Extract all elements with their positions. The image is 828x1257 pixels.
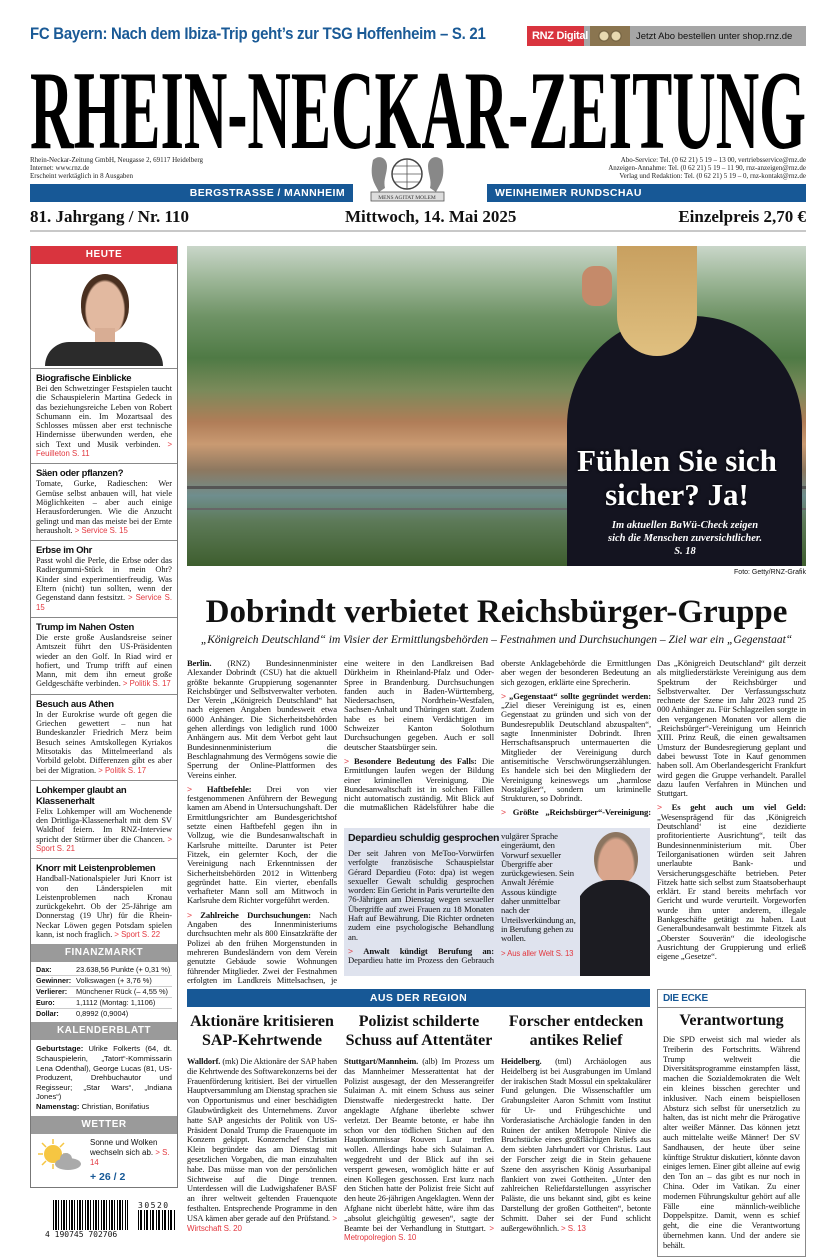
- paragraph-text: (RNZ) Bundesinnenminister Alexander Dobrindt (CSU) hat die aktuell größte bekannte Gruppierung sogenannter Reichsbürger und Selbstverwalter verboten. Der Verein „Königreich Deutschland“ hat nach eigenen Angaben bundesweit etwa 6000 Anhänger. Die Sicherheitsbehörden gehen allerdings von lediglich rund 1000 Anhängern aus. Mit dem Verbot geht laut Bundesinnenministerium die Beschlagnahmung des Vermögens sowie die Sperrung der Online-Plattformen des Vereins einher.: [187, 659, 337, 780]
- dateline: Stuttgart/Mannheim.: [344, 1057, 419, 1066]
- arrow-icon: >: [348, 945, 353, 956]
- top-teaser-link[interactable]: FC Bayern: Nach dem Ibiza-Trip geht’s zur TSG Hoffenheim – S. 21: [30, 24, 486, 43]
- paragraph: [348, 849, 494, 942]
- masthead-text: RHEIN-NECKAR-ZEITUNG: [30, 58, 806, 152]
- region-headline[interactable]: Polizist schilderte Schuss auf Attentäter: [345, 1013, 493, 1049]
- lead-column-4: [657, 659, 806, 985]
- imprint-line: Internet: www.rnz.de: [30, 164, 90, 172]
- paragraph: [501, 692, 651, 804]
- subhead: Haftbefehle:: [206, 783, 252, 794]
- paragraph-text: eine weitere in den Landkreisen Bad Dürkheim in Rheinland-Pfalz und Oder-Spree in Brandenburg. Durchsuchungen fanden auch in Baden-Württemberg, Niedersachsen, Nordrhein-Westfalen, Sachsen-Anhalt und Thüringen statt. Zudem habe es bei einem Verdächtigen im Schweizer Kanton Solothurn Durchsuchungen gegeben. Auch er soll deutscher Staatsbürger sein.: [344, 659, 494, 752]
- paragraph-text: Das „Königreich Deutschland“ gilt derzeit als mitgliederstärkste Vereinigung aus dem Spektrum der Reichsbürger und Selbstverwalter. Der Verfassungsschutz rechnete der Szene im Jahr 2023 rund 25 000 Anhänger zu. Für Schlagzeilen sorgte in den vergangenen Monaten vor allem die „Reichsbürger“-Vereinigung um Heinrich XIII. Prinz Reuß, die einen gewaltsamen Umsturz der Bundesregierung geplant und dabei bewusst Tote in Kauf genommen haben soll. Am Oberlandesgericht Frankfurt wird gegen die Gruppe verhandelt. Parallel dazu laufen Verfahren in München und Stuttgart.: [657, 659, 806, 799]
- teaser-text: Handball-Nationalspieler Juri Knorr ist von den Länderspielen mit Leistenproblemen nach Kronau zurückgekehrt. Ob der 25-Jährige am Donnerstag (19 Uhr) für die Rhein-Neckar Löwen gegen Potsdam spielen kann, ist noch fraglich.: [36, 874, 172, 940]
- cover-photo[interactable]: [187, 246, 806, 566]
- finance-row: [36, 1009, 172, 1019]
- emblem-motto: MENS AGITAT MOLEM: [378, 195, 436, 201]
- photo-headline-line: Fühlen Sie sich: [577, 443, 777, 478]
- arrow-icon: >: [187, 783, 192, 794]
- paragraph: [501, 949, 577, 958]
- subhead: Größte „Reichsbürger“-Vereinigung:: [512, 807, 651, 818]
- teaser-ref-link[interactable]: > Sport S. 21: [36, 834, 172, 853]
- paragraph: [501, 659, 651, 687]
- paragraph: (alb) Im Prozess um das Mannheimer Messerattentat hat der Polizist ausgesagt, der den Messerangreifer Sulaiman A. mit einem Schuss aus seiner Dienstwaffe niedergestreckt hatte. Der angeklagte Afghane überlebte schwer verletzt. Der Beamte betonte, er habe ihn schon vor den tödlichen Stichen auf den Hauptkommissar Rouven Laur treffen wollen. Allerdings habe sich Sulaiman A. weggedreht und der Blick auf ihn sei versperrt gewesen, womöglich hätte er auf einen Kollegen geschossen. Erst kurz nach den Stichen hatte der Polizist freie Sicht auf den heute 26-jährigen Angeklagten. Wenn der Afghane nicht überlebt hätte, wäre ihm das „absolut gleichgültig gewesen“, sagte der Beamte bei der Verhandlung in Stuttgart.: [344, 1057, 494, 1233]
- region-headline[interactable]: Forscher entdecken antikes Relief: [508, 1013, 644, 1049]
- subhead: „Gegenstaat“ sollte gegründet werden:: [509, 690, 651, 701]
- arrow-icon: >: [344, 755, 349, 766]
- teaser-text: Die erste große Auslandsreise seiner Amtszeit führt den US-Präsidenten wieder an den Golf. In Riad wird er hofiert, und Trump trifft auf einen Mann, mit dem ihn erneut große Geldgeschäfte verbinden.: [36, 632, 172, 689]
- masthead-logo: [30, 58, 806, 152]
- finance-table: [31, 962, 177, 1022]
- finance-value: 1,1112 (Montag: 1,1106): [76, 998, 156, 1008]
- photo-subline: Im aktuellen BaWü-Check zeigen sich die Menschen zuversichtlicher. S. 18: [607, 520, 762, 557]
- lead-column-3: [501, 659, 651, 821]
- region-bar: AUS DER REGION: [187, 989, 650, 1007]
- finance-key: Dax:: [36, 965, 52, 975]
- depardieu-column-2: [501, 832, 577, 973]
- weather-text: Sonne und Wolken wechseln sich ab.: [90, 1137, 158, 1157]
- birthday-label: Geburtstage:: [36, 1044, 84, 1054]
- sidebar-teasers: [30, 246, 178, 1188]
- teaser-item[interactable]: [31, 368, 177, 463]
- portrait-photo: [31, 264, 177, 368]
- region-article-body: [344, 1057, 494, 1243]
- finance-row: [36, 976, 172, 987]
- paragraph: [501, 832, 577, 944]
- teaser-title[interactable]: Säen oder pflanzen?: [36, 468, 124, 480]
- sun-cloud-icon: [36, 1138, 82, 1172]
- finance-key: Gewinner:: [36, 976, 72, 986]
- teaser-ref-link[interactable]: > Sport S. 22: [114, 930, 161, 940]
- paragraph-text: vulgärer Sprache eingeräumt, den Vorwurf sexueller Übergriffe aber zurückgewiesen. Sein Anwalt Jérémie Assous kündigte daher unmittelbar nach der Urteilsverkündung an, in Berufung gehen zu wollen.: [501, 832, 576, 944]
- subhead: Zahlreiche Durchsuchungen:: [200, 909, 311, 920]
- teaser-text: In der Eurokrise wurde oft gegen die Griechen gewettert – nun hat Bundeskanzler Friedrich Merz beim Besuch seines Amtskollegen Kyriakos Mitsotakis das Mittelmeerland als Vorbild gelobt. Differenzen gibt es aber bei der Migration.: [36, 709, 172, 775]
- region-ref-link[interactable]: > Metropolregion S. 10: [344, 1223, 494, 1243]
- birthday-text: Ulrike Folkerts (64, dt. Schauspielerin, „Tatort“-Kommissarin Lena Odenthal), George Lucas (81, US-Produzent, Drehbuchautor und Regisseur; „Star Wars“, „Indiana Jones“): [36, 1044, 172, 1102]
- teaser-title[interactable]: Knorr mit Leistenproblemen: [36, 863, 156, 875]
- weather-box: [31, 1134, 177, 1187]
- lead-column-2: [344, 659, 494, 821]
- teaser-title[interactable]: Besuch aus Athen: [36, 698, 114, 710]
- arrow-icon: >: [501, 690, 506, 701]
- paragraph: [657, 659, 806, 798]
- divider: [30, 230, 806, 232]
- imprint-line: Verlag und Redaktion: Tel. (0 62 21) 5 19 – 0, rnz-kontakt@rnz.de: [619, 172, 806, 180]
- paragraph: [344, 659, 494, 752]
- imprint-line: Rhein-Neckar-Zeitung GmbH, Neugasse 2, 69117 Heidelberg: [30, 156, 204, 164]
- teaser-item[interactable]: [31, 858, 177, 944]
- paragraph-text: Die Ermittlungen laufen wegen der Bildung einer kriminellen Vereinigung. Die Bundesanwaltschaft ist in solchen Fällen nicht automatisch zuständig. Mit Blick auf die mutmaßlichen Rädelsführer habe die: [344, 755, 494, 813]
- teaser-item[interactable]: [31, 694, 177, 780]
- paragraph: [501, 808, 651, 817]
- photo-headline: [557, 444, 797, 512]
- teaser-item[interactable]: [31, 780, 177, 858]
- lead-subtitle: „Königreich Deutschland“ im Visier der Ermittlungsbehörden – Festnahmen und Durchsuchungen – Ziel war ein „Gegenstaat“: [200, 634, 793, 646]
- finance-key: Euro:: [36, 998, 55, 1008]
- imprint-line: Anzeigen-Annahme: Tel. (0 62 21) 5 19 – 11 90, rnz-anzeigen@rnz.de: [608, 164, 806, 172]
- arrow-icon: >: [501, 807, 506, 818]
- teaser-text: Tomate, Gurke, Radieschen: Wer Gemüse selbst anbauen will, hat viele Möglichkeiten – aber auch einige Herausforderungen. Wie die Anzucht gelingt und man das meiste bei der Ernte herausholt.: [36, 479, 172, 535]
- paragraph: [187, 659, 337, 780]
- arrow-icon: >: [657, 802, 662, 813]
- photo-headline-line: sicher? Ja!: [605, 477, 749, 512]
- heute-header: HEUTE: [31, 246, 177, 264]
- left-column: [30, 246, 178, 1239]
- depardieu-column-1: [348, 849, 494, 973]
- die-ecke-label: DIE ECKE: [658, 990, 805, 1008]
- ad-text: Jetzt Abo bestellen unter shop.rnz.de: [636, 30, 793, 42]
- nameday-label: Namenstag:: [36, 1101, 80, 1111]
- die-ecke-title[interactable]: Verantwortung: [679, 1012, 784, 1029]
- die-ecke-text: Die SPD erweist sich mal wieder als Treiberin des Fortschritts. Während Trump weltweit die Diversitätsprogramme einstampfen lässt, machen die Sozialdemokraten die Welt ein kleines bisschen gerechter und inklusiver. Nach einem beispiellosen Absturz sich selbst für unersetzlich zu halten, das ist nicht mehr die Prärogative alter weißer Männer. Das können jetzt auch mittelalte weiße Männer! Der SV Sandhausen, der heute über seine künftige Struktur diskutiert, könnte davon einiges lernen. Einer gibt alleine auf ewig den Ton an – das gibt es nur noch in China. Oder im Vatikan. Zu einer modernen Führungskultur gehört auf alle Fälle eine männlich-weibliche Doppelspitze. Damit, wenn es schief geht, die eine die Verantwortung übernehmen kann. Und der andere sie behält.: [663, 1035, 800, 1250]
- owl-glasses-icon: [590, 26, 630, 46]
- teaser-ref-link[interactable]: > Service S. 15: [36, 593, 172, 612]
- die-ecke-box: [657, 989, 806, 1257]
- paragraph-text: Nach Angaben des Innenministeriums durchsuchten mehr als 800 Einsatzkräfte der Polizei ab den frühen Morgenstunden in mehreren Bundesländern von dem Verein genutzte Gebäude sowie Wohnungen führender Mitglieder. Zwei der Festnahmen erfolgten im Landkreis Mittelsachsen, je: [187, 909, 337, 985]
- edition-bar-left: BERGSTRASSE / MANNHEIM: [30, 184, 353, 202]
- depardieu-photo: [580, 826, 650, 976]
- photo-credit: Foto: Getty/RNZ-Grafik: [734, 569, 806, 576]
- teaser-ref-link[interactable]: > Service S. 15: [74, 525, 128, 535]
- dateline: Berlin.: [187, 659, 212, 668]
- subhead: Anwalt kündigt Berufung an:: [363, 945, 494, 956]
- teaser-item[interactable]: [31, 540, 177, 617]
- barcode-number: 4 190745 702706: [45, 1229, 118, 1239]
- finance-row: [36, 998, 172, 1009]
- subscription-ad[interactable]: [527, 26, 806, 46]
- finance-value: Münchener Rück (– 4,55 %): [76, 987, 169, 997]
- depardieu-ref-link[interactable]: > Aus aller Welt S. 13: [501, 948, 574, 958]
- finance-value: 23.638,56 Punkte (+ 0,31 %): [76, 965, 171, 975]
- teaser-text: Felix Lohkemper will am Wochenende den Drittliga-Klassenerhalt mit dem SV Waldhof feiern. Im RNZ-Interview spricht der Stürmer über die Chancen.: [36, 806, 172, 844]
- paragraph-text: „Ziel dieser Vereinigung ist es, einen Gegenstaat zu gründen und sich von der Bundesrepublik Deutschland abzuspalten“, sagte Innenminister Dobrindt. Ihren Herrschaftsanspruch untermauerten die Mitglieder der Vereinigung durch antisemitische Verschwörungserzählungen. Es handele sich bei den Mitgliedern der Vereinigung keineswegs um „harmlose Nostalgiker“, sondern um kriminelle Strukturen, so Dobrindt.: [501, 700, 651, 804]
- barcode-addon: 30520: [138, 1200, 170, 1210]
- issue-date: Mittwoch, 14. Mai 2025: [345, 207, 517, 226]
- region-ref-link[interactable]: > S. 13: [561, 1223, 586, 1233]
- paragraph-text: Drei von vier festgenommenen Anführern der Bewegung kamen am Abend in Untersuchungshaft. Der Ermittlungsrichter am Bundesgerichtshof setzte einen Haftbefehl gegen ihn in Vollzug, wie die Bundesanwaltschaft in Karlsruhe mitteilte. Darunter ist Peter Fitzek, ein gelernter Koch, der die Vereinigung nach Erkenntnissen der Sicherheitsbehörden 2012 in Wittenberg gegründet hatte. Ein vierter, ebenfalls verhafteter Mann soll am Mittwoch in Karlsruhe dem Richter vorgeführt werden.: [187, 783, 337, 906]
- wetter-header: WETTER: [31, 1116, 177, 1134]
- teaser-ref-link[interactable]: > Feuilleton S. 11: [36, 439, 172, 459]
- emblem-lions-globe-icon: [365, 150, 450, 205]
- nameday-text: Christian, Bonifatius: [81, 1101, 150, 1111]
- region-ref-link[interactable]: > Wirtschaft S. 20: [187, 1213, 337, 1233]
- ad-label: RNZ Digital: [527, 26, 584, 46]
- issue-number: 81. Jahrgang / Nr. 110: [30, 207, 190, 226]
- finance-key: Verlierer:: [36, 987, 68, 997]
- finanzmarkt-header: FINANZMARKT: [31, 944, 177, 962]
- paragraph: [187, 911, 337, 985]
- paragraph-text: „Wesensprägend für das ‚Königreich Deutschland‘ ist eine dezidierte profitorientierte Ausrichtung“, teilt das Bundesinnenministerium mit. Über Teilorganisationen würden seit Jahren unerlaubte Bank- und Versicherungsgeschäfte betrieben. Peter Fitzek hatte sich selbst zum Staatsoberhaupt erklärt. Er stand bereits mehrfach vor Gericht und wurde verurteilt. Vorgeworfen wurde ihm unter anderem, illegale Bankgeschäfte getätigt zu haben. Laut Generalbundesanwalt bestimmte Fitzek als „Oberster Souverän“ die ideologische Ausrichtung der Gruppierung und erließ eigene „Gesetze“.: [657, 811, 806, 962]
- teaser-item[interactable]: [31, 617, 177, 694]
- subhead: Besondere Bedeutung des Falls:: [354, 755, 477, 766]
- finance-value: Volkswagen (+ 3,76 %): [76, 976, 152, 986]
- imprint-line: Abo-Service: Tel. (0 62 21) 5 19 – 13 00, vertriebsservice@rnz.de: [620, 156, 806, 164]
- region-article-body: [501, 1057, 651, 1233]
- teaser-ref-link[interactable]: > Politik S. 17: [98, 765, 147, 775]
- teaser-title[interactable]: Trump im Nahen Osten: [36, 621, 134, 633]
- dateline: Heidelberg.: [501, 1057, 542, 1066]
- subhead: Es geht auch um viel Geld:: [671, 802, 806, 813]
- weather-ref-link[interactable]: > S. 14: [90, 1147, 170, 1167]
- edition-bar-right: WEINHEIMER RUNDSCHAU: [487, 184, 806, 202]
- imprint-left: [30, 156, 203, 180]
- finance-row: [36, 965, 172, 976]
- finance-value: 0,8992 (0,9004): [76, 1009, 129, 1019]
- paragraph-text: Der seit Jahren von MeToo-Vorwürfen verfolgte französische Schauspielstar Gérard Depardieu (Foto: dpa) ist wegen sexueller Gewalt schuldig gesprochen worden: Ein Gericht in Paris verurteilte den 76-Jährigen am Dienstag wegen sexueller Übergriffe auf zwei Frauen zu 18 Monaten Haft auf Bewährung. Die Richter ordneten zudem eine psychologische Behandlung an.: [348, 849, 494, 942]
- calendar-text: [31, 1040, 177, 1115]
- price: Einzelpreis 2,70 €: [678, 207, 806, 226]
- paragraph: [657, 803, 806, 961]
- temperature: + 26 / 2: [90, 1170, 126, 1183]
- imprint-line: Erscheint werktäglich in 8 Ausgaben: [30, 172, 134, 180]
- teaser-text: Passt wohl die Perle, die Erbse oder das Radiergummi-Stück in mein Ohr? Kinder sind experimentierfreudig. Was Eltern (nicht) tun sollten, wenn der Gegenstand dann festsitzt.: [36, 556, 172, 603]
- paragraph: [187, 785, 337, 906]
- teaser-title[interactable]: Erbse im Ohr: [36, 545, 93, 557]
- region-article-body: [187, 1057, 337, 1233]
- finance-row: [36, 987, 172, 998]
- depardieu-title[interactable]: Depardieu schuldig gesprochen: [348, 832, 500, 844]
- arrow-icon: >: [187, 909, 192, 920]
- imprint-right: [608, 156, 806, 180]
- finance-key: Dollar:: [36, 1009, 59, 1019]
- paragraph: (tml) Archäologen aus Heidelberg ist bei Ausgrabungen im Umland der irakischen Stadt Mossul ein spektakulärer Fund gelungen. Die Wissenschaftler um Grabungsleiter Aaron Schmitt vom Institut für Ur- und Frühgeschichte und Vorderasiatische Archäologie fanden in den Ruinen der antiken Metropole Ninive die Bruchstücke eines großflächigen Reliefs aus dem siebten Jahrhundert vor Christus. Laut der Forscher zeigt die in Stein gehauene Szene den assyrischen König Assurbanipal flankiert von zwei Gottheiten. „Unter den zahlreichen Reliefdarstellungen assyrischer Paläste, die uns bekannt sind, gibt es keine Darstellung der großen Gottheiten“, betonte Schmitt. Daher sei der Fund schlicht außergewöhnlich.: [501, 1057, 651, 1233]
- teaser-title[interactable]: Biografische Einblicke: [36, 373, 132, 384]
- dateline: Walldorf.: [187, 1057, 221, 1066]
- paragraph-text: Depardieu hatte im Prozess den Gebrauch: [348, 955, 494, 966]
- teaser-ref-link[interactable]: > Politik S. 17: [122, 679, 171, 689]
- teaser-title[interactable]: Lohkemper glaubt an Klassenerhalt: [36, 784, 127, 807]
- barcode: [45, 1200, 178, 1239]
- teaser-text: Bei den Schwetzinger Festspielen taucht die Schauspielerin Martina Gedeck in das beziehungsreiche Leben von Robert Schumann ein. Im Mozartsaal des Schlosses müssen aber erst technische Hindernisse überwunden werden, ehe sich Text und Musik verbinden.: [36, 384, 172, 449]
- paragraph: [348, 947, 494, 966]
- lead-headline[interactable]: Dobrindt verbietet Reichsbürger-Gruppe: [205, 594, 788, 630]
- paragraph: (mk) Die Aktionäre der SAP haben die Kehrtwende des Softwarekonzerns bei der Frauenförderung kritisiert. Bei der virtuellen Hauptversammlung am Dienstag sprachen sie von Opportunismus und einer beschädigten Glaubwürdigkeit des Unternehmens. Zuvor hatte SAP angesichts der Politik von US-Präsident Donald Trump die Frauenquote im Konzern gekippt. Konzernchef Christian Klein begründete das am Dienstag mit gesetzlichen Vorgaben, die man einzuhalten habe. Das müsse man von der persönlichen Sichtweise auf die Dinge trennen. Unterdessen will die Ludwigshafener BASF an ihrer weltweit geltenden Frauenquote festhalten. Entsprechende Programme in den USA kämen aber gerade auf den Prüfstand.: [187, 1057, 337, 1223]
- teaser-item[interactable]: [31, 463, 177, 540]
- region-headline[interactable]: Aktionäre kritisieren SAP-Kehrtwende: [190, 1013, 334, 1049]
- lead-column-1: [187, 659, 337, 985]
- kalenderblatt-header: KALENDERBLATT: [31, 1022, 177, 1040]
- paragraph: [344, 757, 494, 813]
- paragraph-text: oberste Anklagebehörde die Ermittlungen aber wegen der besonderen Bedeutung an sich gezogen, erklärte eine Sprecherin.: [501, 659, 651, 687]
